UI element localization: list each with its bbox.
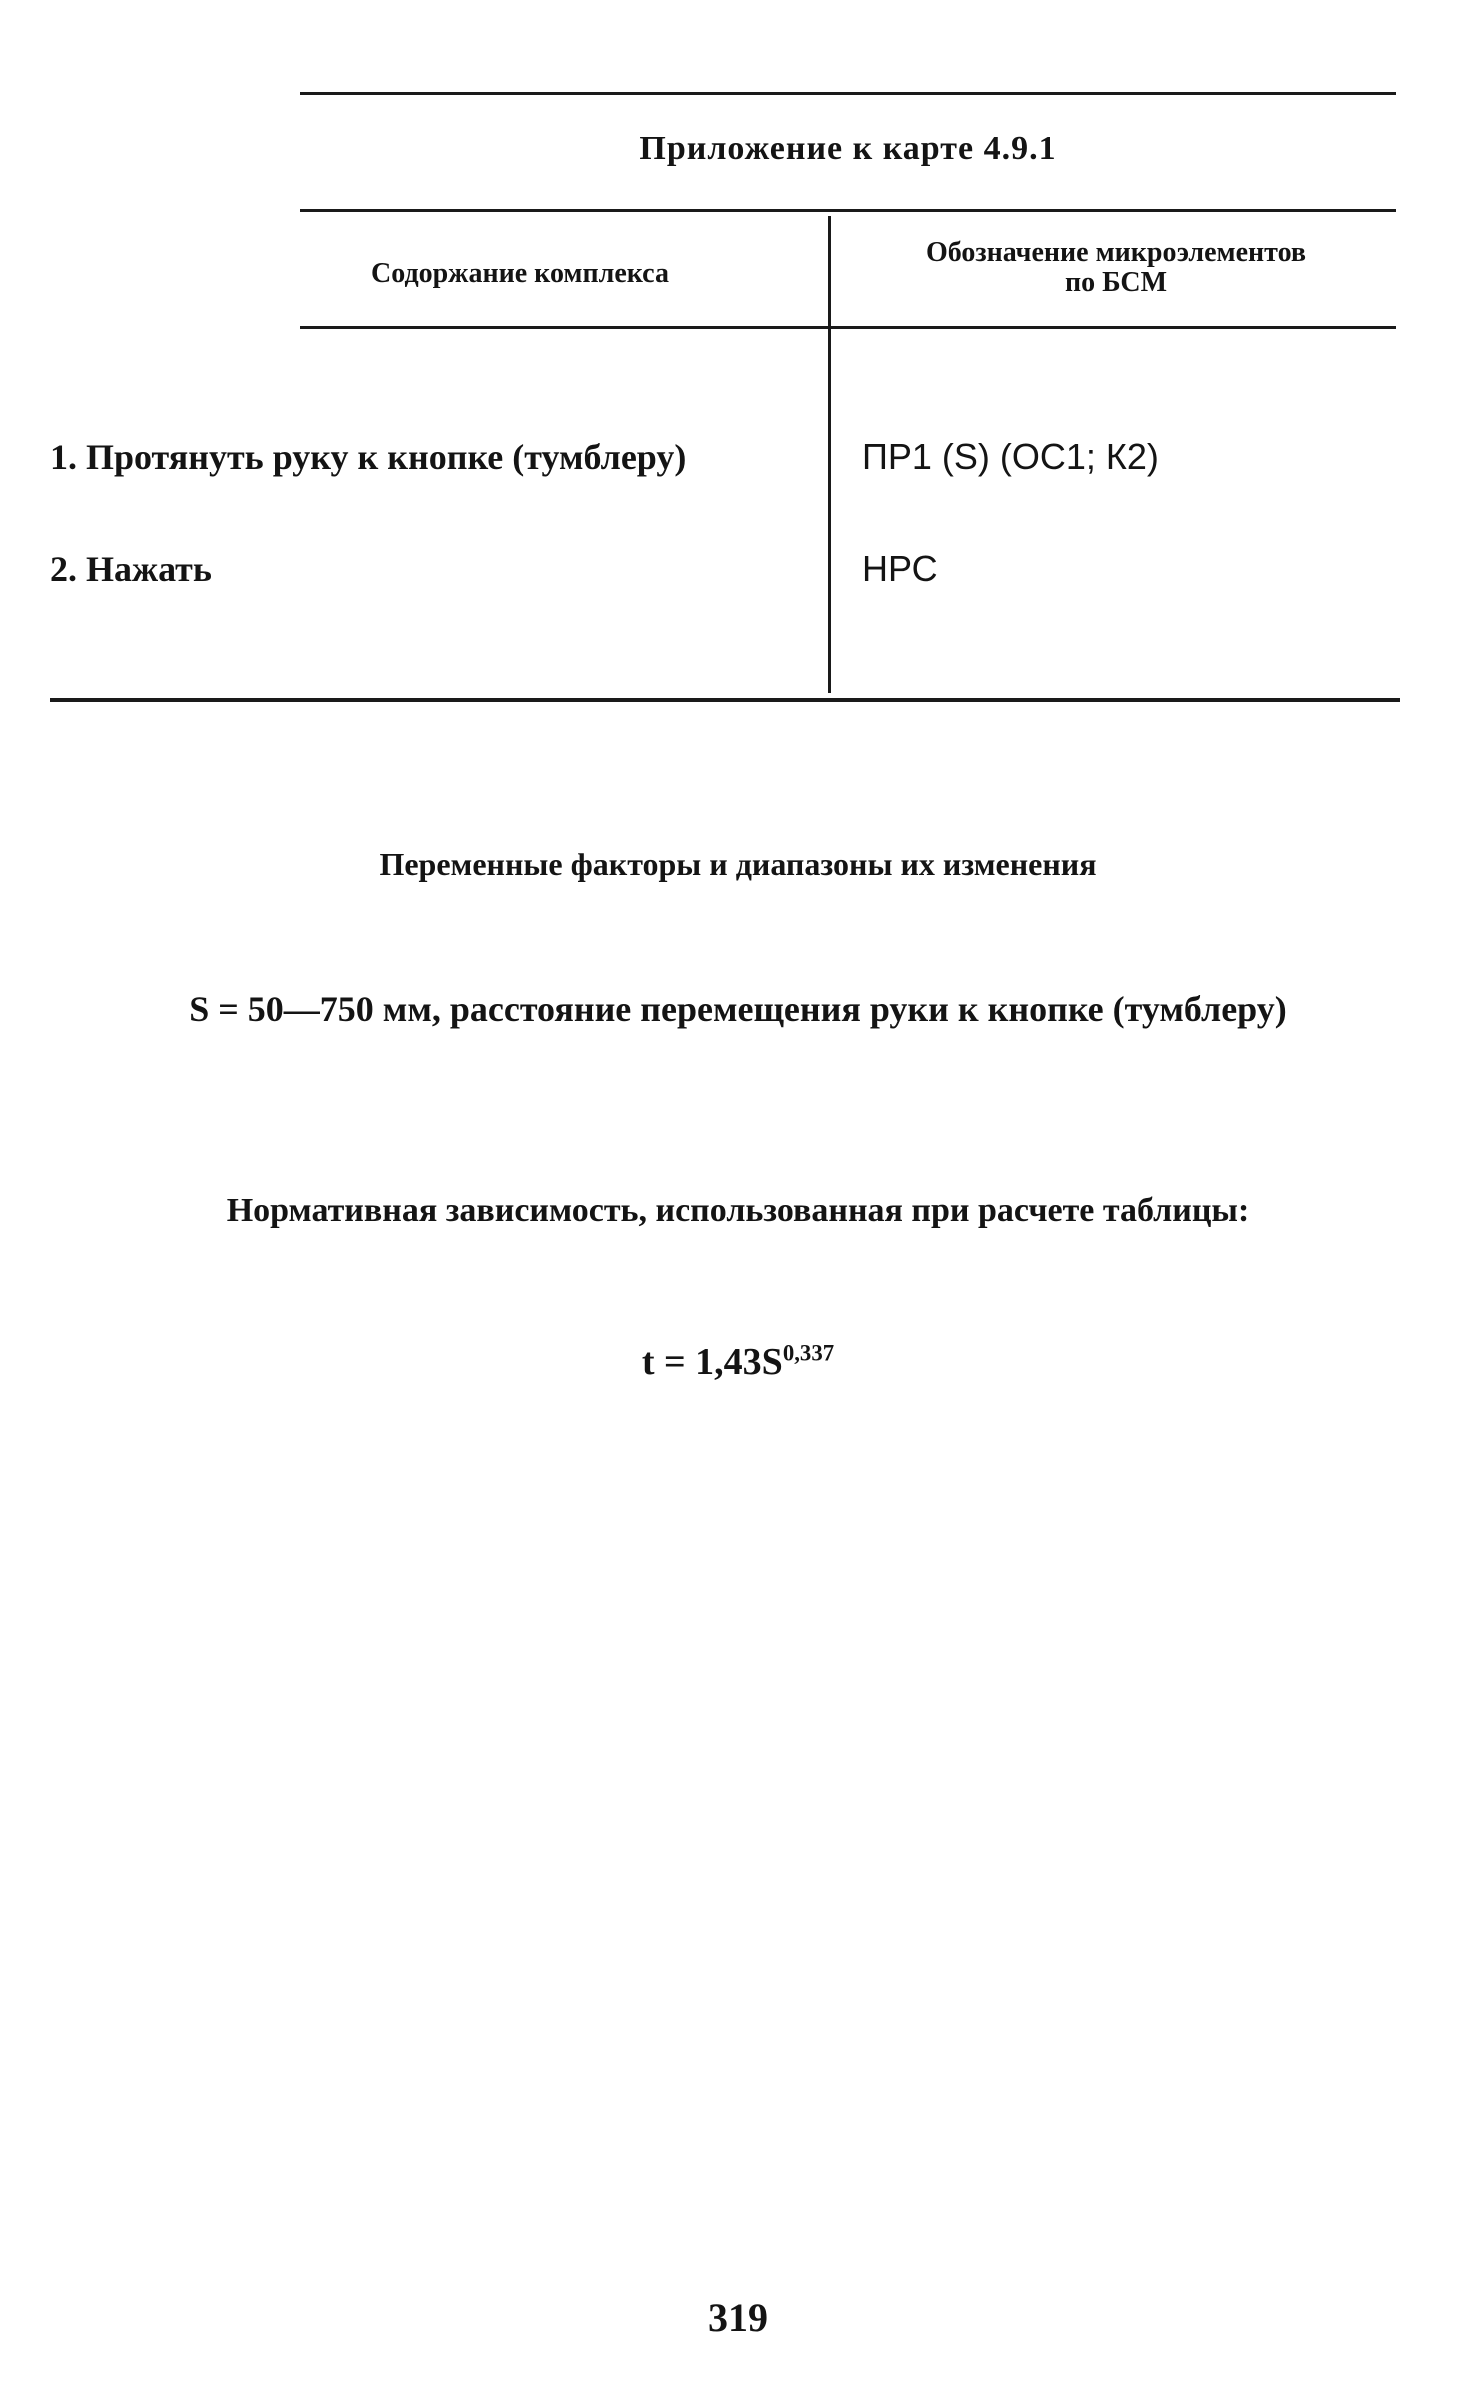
normative-formula [0,1340,1476,1384]
table-header-designation [836,238,1396,298]
formula-exponent: 0,337 [782,1340,835,1366]
table-row-2-content: 2. Нажать [50,549,212,589]
variables-definition: S = 50—750 мм, расстояние перемещения руки к кнопке (тумблеру) [189,989,1287,1029]
top-rule [300,92,1396,95]
table-header-bottom-rule [300,326,1396,329]
table-row-1-code: ПР1 (S) (ОС1; К2) [862,436,1159,477]
appendix-title: Приложение к карте 4.9.1 [639,130,1057,167]
formula-base: t = 1,43S [641,1341,783,1383]
variables-heading: Переменные факторы и диапазоны их изменения [379,846,1097,882]
table-header-content: Содоржание комплекса [371,258,669,289]
table-row-1-content: 1. Протянуть руку к кнопке (тумблеру) [50,437,687,477]
table-header-designation-line2: по БСМ [1064,267,1168,298]
table-header-designation-line1: Обозначение микроэлементов [925,237,1306,268]
table-row-2-code: НРС [862,548,938,589]
normative-heading: Нормативная зависимость, использованная при расчете таблицы: [226,1192,1250,1229]
table-bottom-rule [50,698,1400,702]
page-number: 319 [708,2295,768,2340]
table-column-divider [828,216,831,693]
table-header-top-rule [300,209,1396,212]
